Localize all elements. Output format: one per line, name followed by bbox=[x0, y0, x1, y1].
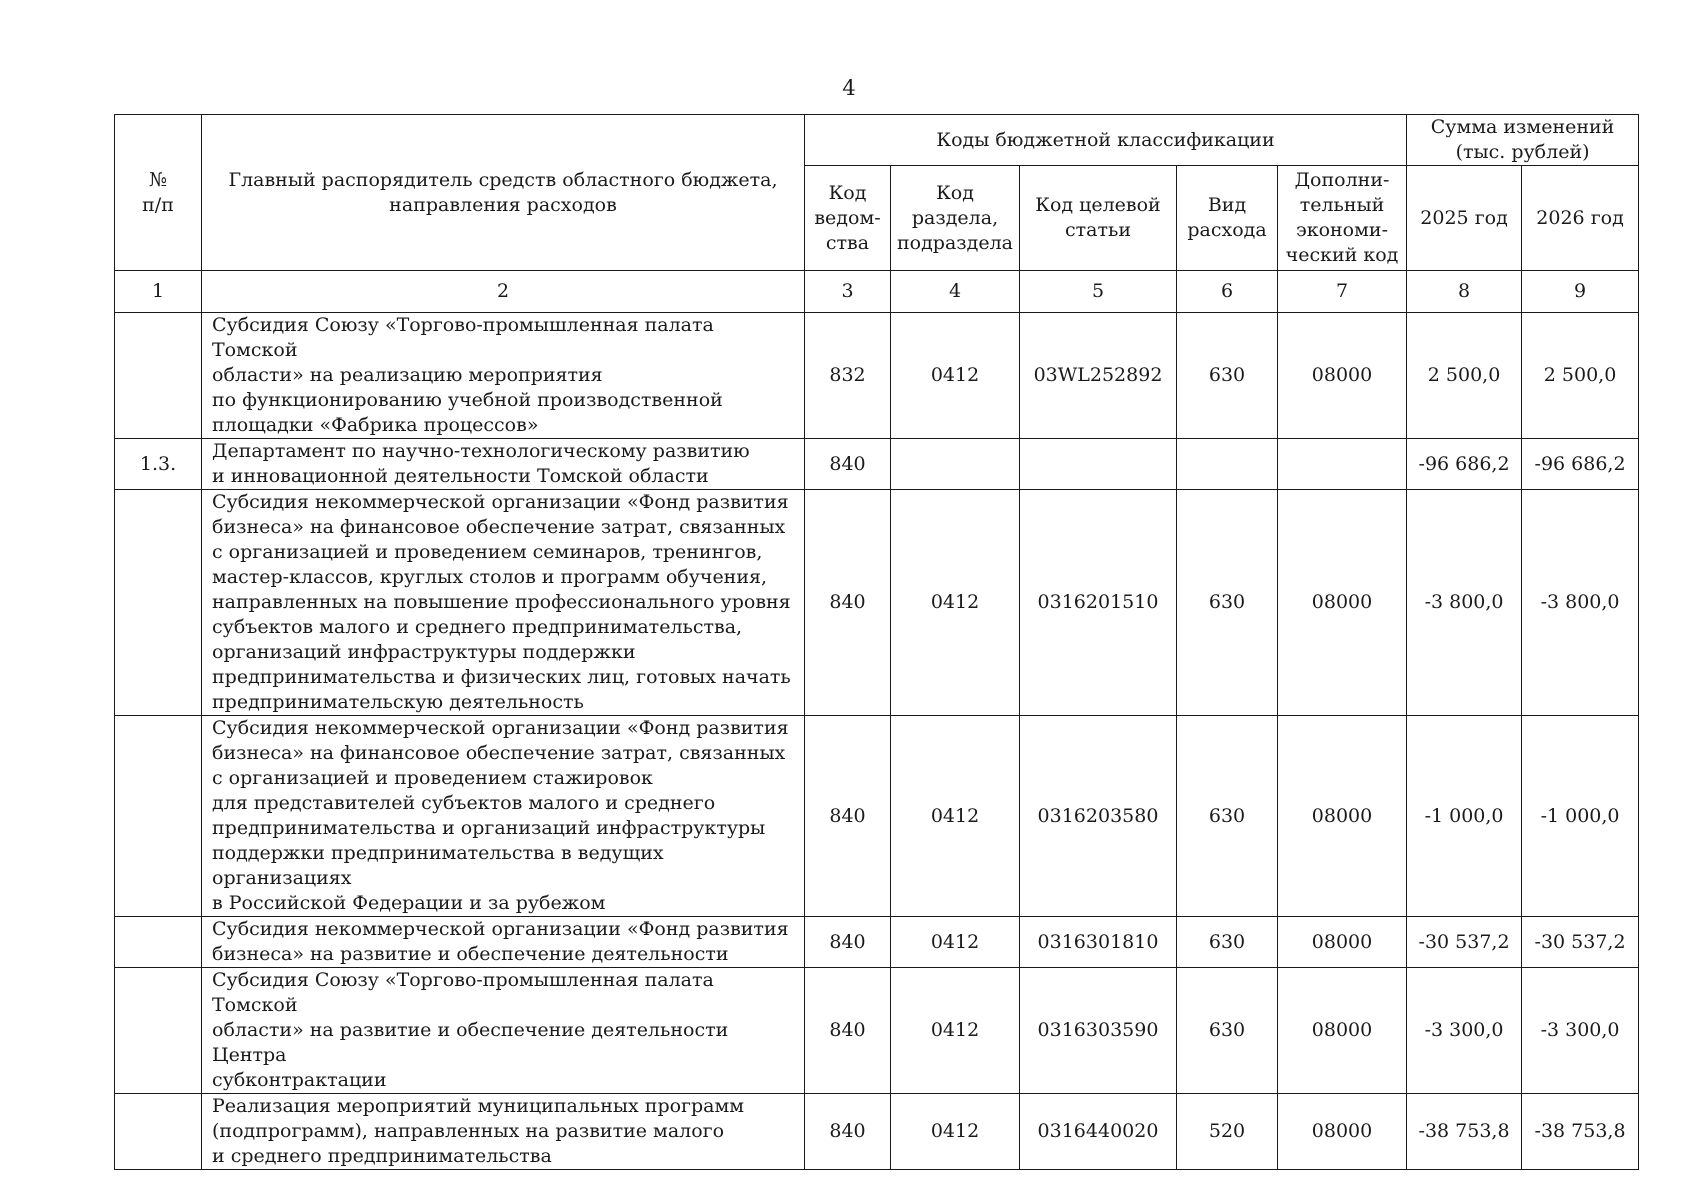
column-number: 3 bbox=[805, 271, 891, 313]
row-code-razdel: 0412 bbox=[891, 490, 1020, 716]
row-sum-2025: -3 300,0 bbox=[1407, 968, 1522, 1094]
row-sum-2025: 2 500,0 bbox=[1407, 313, 1522, 439]
row-np bbox=[115, 968, 202, 1094]
header-code-dop: Дополни- тельный экономи- ческий код bbox=[1278, 166, 1407, 271]
row-code-target: 03WL252892 bbox=[1020, 313, 1177, 439]
column-number: 4 bbox=[891, 271, 1020, 313]
row-sum-2025: -30 537,2 bbox=[1407, 917, 1522, 968]
row-code-vedom: 840 bbox=[805, 1094, 891, 1170]
row-code-target bbox=[1020, 439, 1177, 490]
row-code-dop: 08000 bbox=[1278, 716, 1407, 917]
column-number: 7 bbox=[1278, 271, 1407, 313]
row-code-vid bbox=[1177, 439, 1278, 490]
row-sum-2025: -96 686,2 bbox=[1407, 439, 1522, 490]
row-sum-2025: -38 753,8 bbox=[1407, 1094, 1522, 1170]
table-row bbox=[115, 439, 1639, 490]
row-description: Субсидия Союзу «Торгово-промышленная палата Томской области» на реализацию мероприятия по функционированию учебной производственной площадки «Фабрика процессов» bbox=[202, 313, 805, 439]
row-sum-2026: -30 537,2 bbox=[1522, 917, 1639, 968]
header-code-target: Код целевой статьи bbox=[1020, 166, 1177, 271]
row-code-razdel: 0412 bbox=[891, 313, 1020, 439]
row-code-vid: 520 bbox=[1177, 1094, 1278, 1170]
row-code-razdel: 0412 bbox=[891, 716, 1020, 917]
header-year-2025: 2025 год bbox=[1407, 166, 1522, 271]
row-np: 1.3. bbox=[115, 439, 202, 490]
header-code-vid: Вид расхода bbox=[1177, 166, 1278, 271]
column-number: 1 bbox=[115, 271, 202, 313]
header-main: Главный распорядитель средств областного бюджета, направления расходов bbox=[202, 115, 805, 271]
row-code-dop: 08000 bbox=[1278, 968, 1407, 1094]
row-code-vedom: 840 bbox=[805, 917, 891, 968]
header-year-2026: 2026 год bbox=[1522, 166, 1639, 271]
row-sum-2026: 2 500,0 bbox=[1522, 313, 1639, 439]
row-code-dop bbox=[1278, 439, 1407, 490]
row-np bbox=[115, 917, 202, 968]
row-code-vid: 630 bbox=[1177, 313, 1278, 439]
row-code-vid: 630 bbox=[1177, 968, 1278, 1094]
row-code-vedom: 840 bbox=[805, 716, 891, 917]
row-code-razdel bbox=[891, 439, 1020, 490]
column-number: 8 bbox=[1407, 271, 1522, 313]
row-code-vid: 630 bbox=[1177, 917, 1278, 968]
column-number: 6 bbox=[1177, 271, 1278, 313]
table-row bbox=[115, 313, 1639, 439]
row-np bbox=[115, 1094, 202, 1170]
row-code-vid: 630 bbox=[1177, 716, 1278, 917]
row-sum-2026: -3 800,0 bbox=[1522, 490, 1639, 716]
row-code-vedom: 840 bbox=[805, 968, 891, 1094]
row-code-target: 0316201510 bbox=[1020, 490, 1177, 716]
row-code-dop: 08000 bbox=[1278, 1094, 1407, 1170]
row-description: Субсидия Союзу «Торгово-промышленная палата Томской области» на развитие и обеспечение деятельности Центра субконтрактации bbox=[202, 968, 805, 1094]
header-codes-group: Коды бюджетной классификации bbox=[805, 115, 1407, 166]
row-code-vid: 630 bbox=[1177, 490, 1278, 716]
row-sum-2025: -1 000,0 bbox=[1407, 716, 1522, 917]
row-np bbox=[115, 313, 202, 439]
column-number: 5 bbox=[1020, 271, 1177, 313]
row-code-vedom: 840 bbox=[805, 490, 891, 716]
row-code-target: 0316440020 bbox=[1020, 1094, 1177, 1170]
row-description: Субсидия некоммерческой организации «Фонд развития бизнеса» на финансовое обеспечение затрат, связанных с организацией и проведением семинаров, тренингов, мастер-классов, круглых столов и программ обучения, направленных на повышение профессионального уровня субъектов малого и среднего предпринимательства, организаций инфраструктуры поддержки предпринимательства и физических лиц, готовых начать предпринимательскую деятельность bbox=[202, 490, 805, 716]
column-number: 2 bbox=[202, 271, 805, 313]
row-code-vedom: 832 bbox=[805, 313, 891, 439]
page-number: 4 bbox=[842, 76, 856, 100]
table-row bbox=[115, 716, 1639, 917]
row-code-target: 0316303590 bbox=[1020, 968, 1177, 1094]
row-code-razdel: 0412 bbox=[891, 968, 1020, 1094]
row-description: Реализация мероприятий муниципальных программ (подпрограмм), направленных на развитие малого и среднего предпринимательства bbox=[202, 1094, 805, 1170]
budget-table bbox=[114, 114, 1639, 1170]
row-description: Субсидия некоммерческой организации «Фонд развития бизнеса» на финансовое обеспечение затрат, связанных с организацией и проведением стажировок для представителей субъектов малого и среднего предпринимательства и организаций инфраструктуры поддержки предпринимательства в ведущих организациях в Российской Федерации и за рубежом bbox=[202, 716, 805, 917]
table-row bbox=[115, 490, 1639, 716]
header-code-vedom: Код ведом- ства bbox=[805, 166, 891, 271]
row-code-target: 0316203580 bbox=[1020, 716, 1177, 917]
table-row bbox=[115, 917, 1639, 968]
row-code-vedom: 840 bbox=[805, 439, 891, 490]
row-code-razdel: 0412 bbox=[891, 1094, 1020, 1170]
table-row bbox=[115, 968, 1639, 1094]
header-np: № п/п bbox=[115, 115, 202, 271]
row-description: Департамент по научно-технологическому развитию и инновационной деятельности Томской области bbox=[202, 439, 805, 490]
row-code-dop: 08000 bbox=[1278, 917, 1407, 968]
row-code-target: 0316301810 bbox=[1020, 917, 1177, 968]
row-code-razdel: 0412 bbox=[891, 917, 1020, 968]
table-row bbox=[115, 1094, 1639, 1170]
row-code-dop: 08000 bbox=[1278, 490, 1407, 716]
row-description: Субсидия некоммерческой организации «Фонд развития бизнеса» на развитие и обеспечение деятельности bbox=[202, 917, 805, 968]
row-np bbox=[115, 490, 202, 716]
row-sum-2026: -38 753,8 bbox=[1522, 1094, 1639, 1170]
header-sum-group: Сумма изменений (тыс. рублей) bbox=[1407, 115, 1639, 166]
column-number: 9 bbox=[1522, 271, 1639, 313]
column-numbers-row bbox=[115, 271, 1639, 313]
row-sum-2025: -3 800,0 bbox=[1407, 490, 1522, 716]
row-sum-2026: -3 300,0 bbox=[1522, 968, 1639, 1094]
row-sum-2026: -1 000,0 bbox=[1522, 716, 1639, 917]
row-np bbox=[115, 716, 202, 917]
header-code-razdel: Код раздела, подраздела bbox=[891, 166, 1020, 271]
row-sum-2026: -96 686,2 bbox=[1522, 439, 1639, 490]
row-code-dop: 08000 bbox=[1278, 313, 1407, 439]
